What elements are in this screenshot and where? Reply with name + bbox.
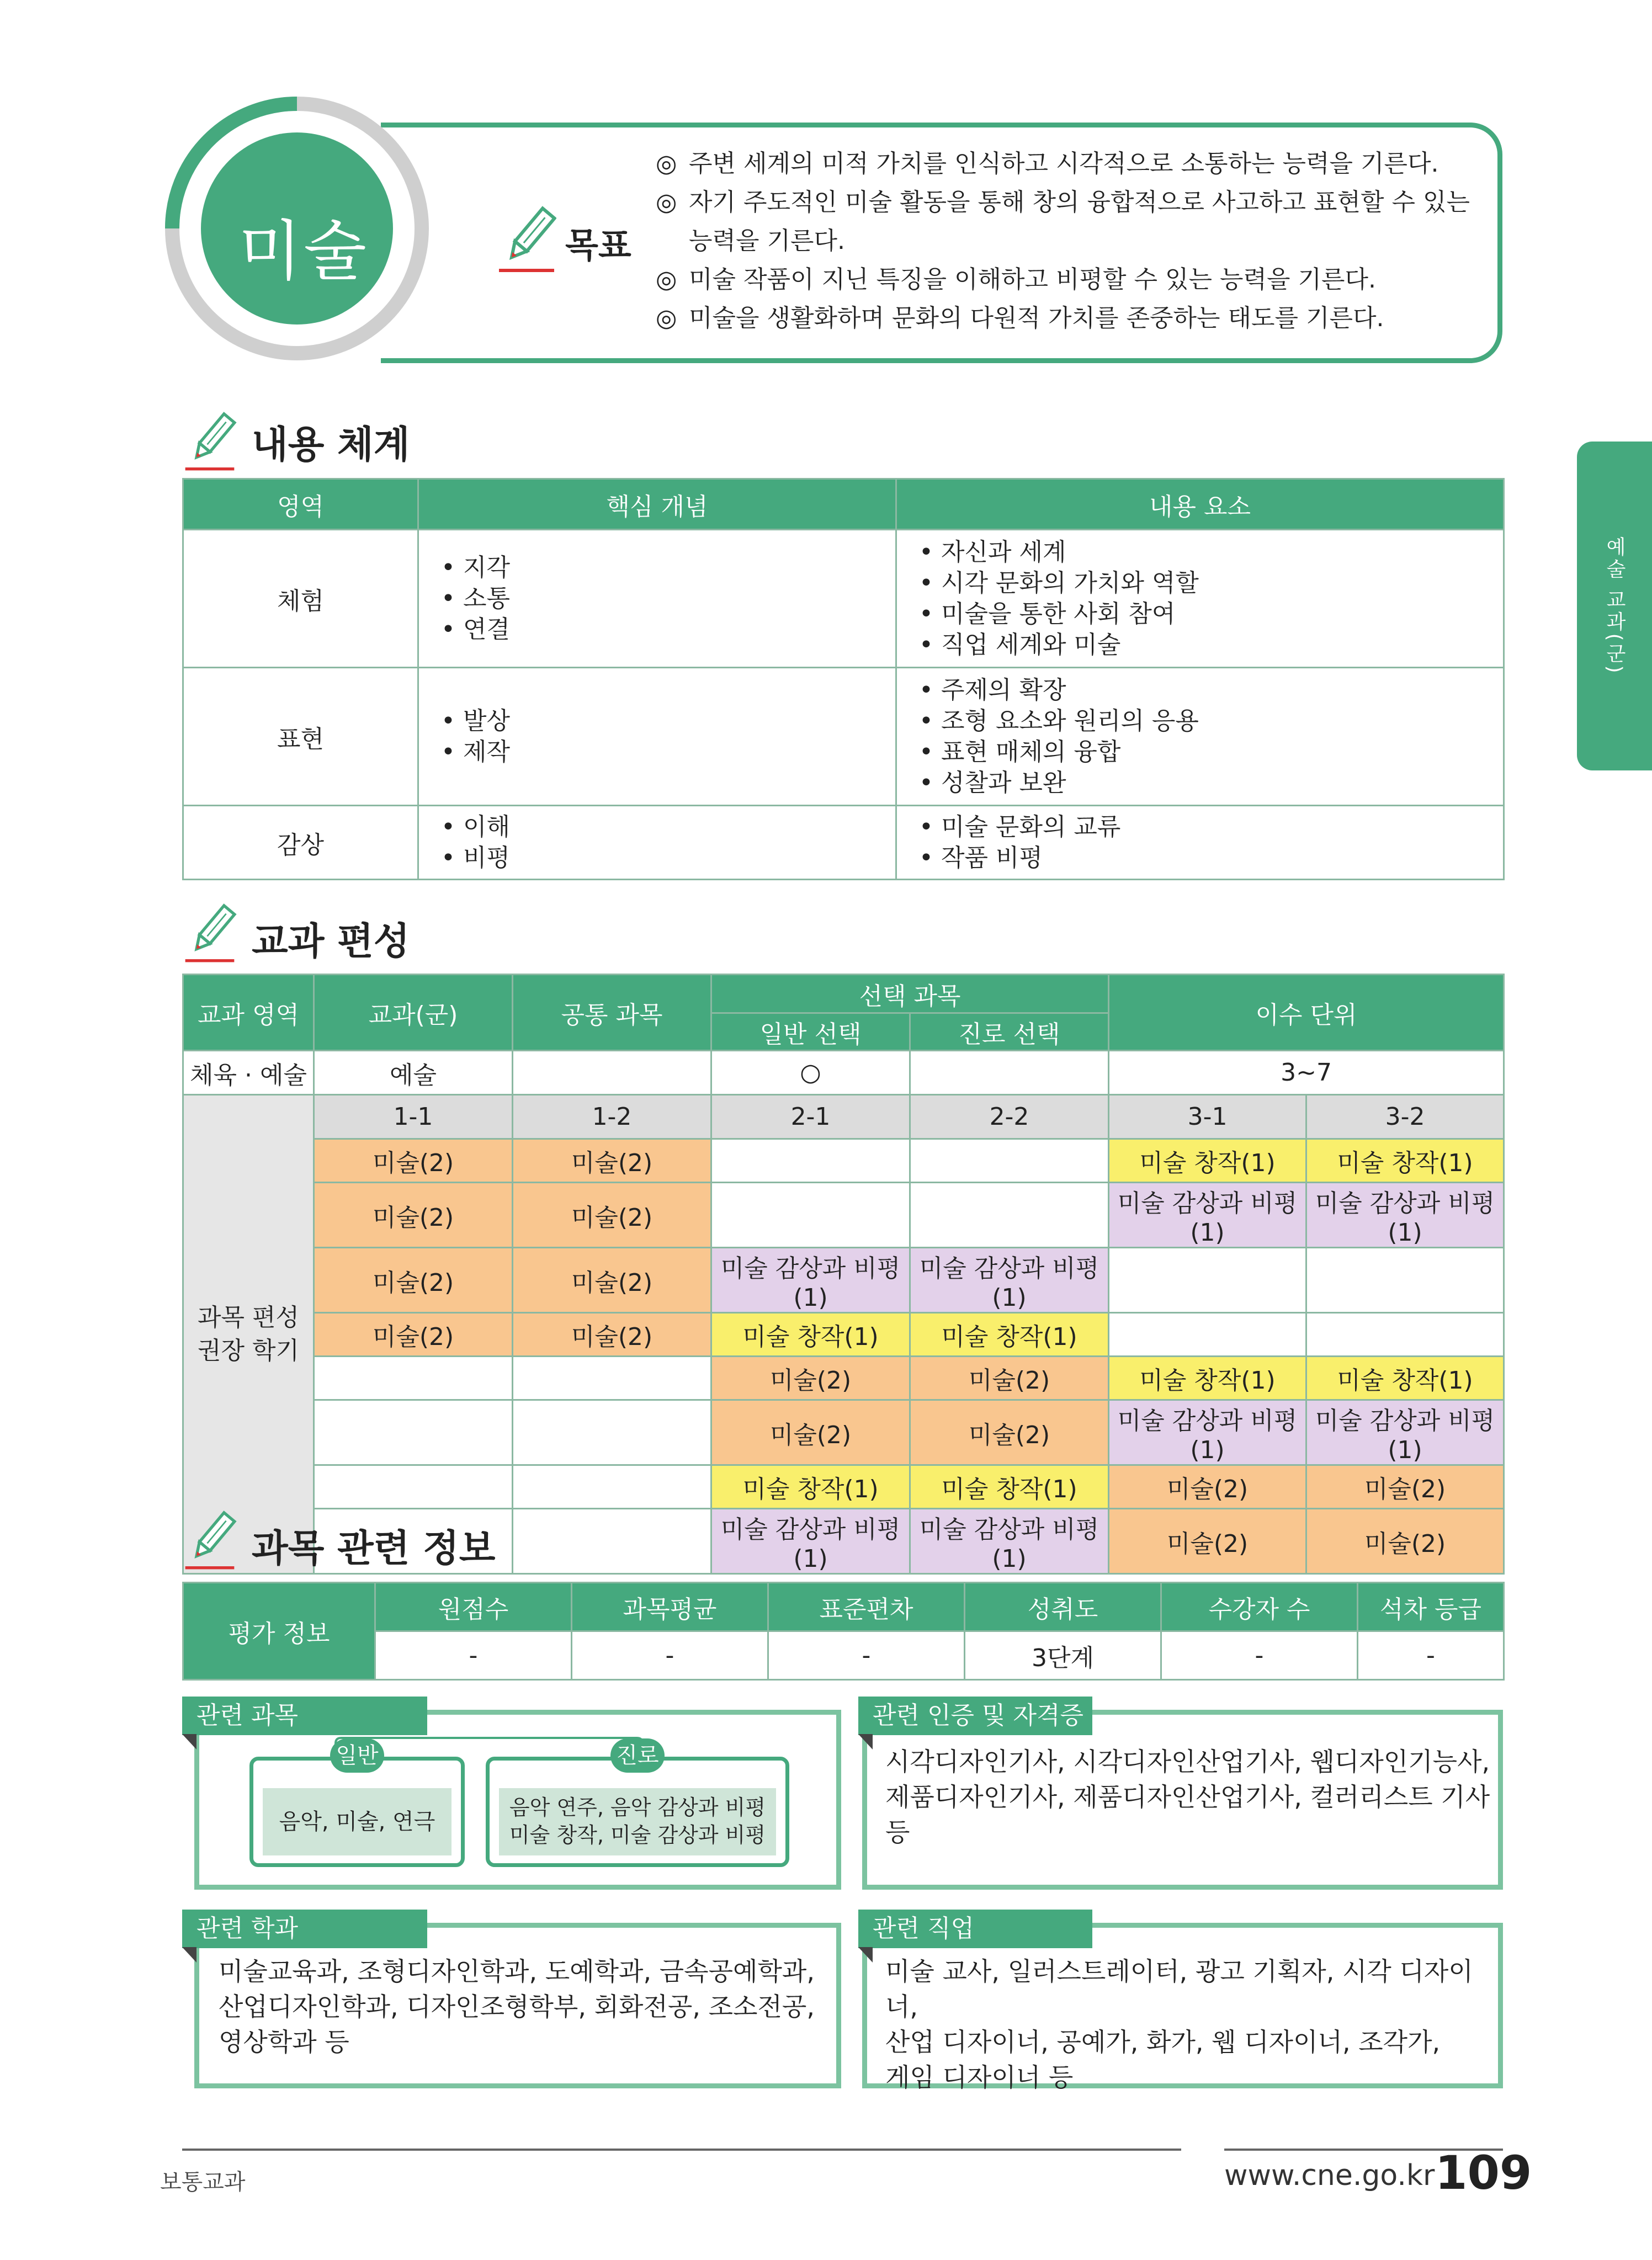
list-item: • 작품 비평 xyxy=(919,843,1043,872)
list-item: • 주제의 확장 xyxy=(919,676,1066,704)
course-cell xyxy=(513,1357,711,1400)
table-cell: 체육 · 예술 xyxy=(183,1051,314,1095)
goal-item xyxy=(656,299,1484,338)
table-row xyxy=(183,1051,1504,1095)
tag-fold xyxy=(182,1947,196,1963)
column-header: 석차 등급 xyxy=(1358,1583,1504,1631)
table-row xyxy=(183,1357,1504,1400)
course-cell xyxy=(711,1183,910,1248)
column-header: 수강자 수 xyxy=(1161,1583,1358,1631)
list-item: • 미술 문화의 교류 xyxy=(919,812,1121,841)
course-cell xyxy=(910,1183,1109,1248)
goal-text: 자기 주도적인 미술 활동을 통해 창의 융합적으로 사고하고 표현할 수 있는 능력을 기른다. xyxy=(689,188,1470,255)
career-line: 음악 연주, 음악 감상과 비평 xyxy=(509,1795,766,1820)
table-row xyxy=(183,1400,1504,1465)
footer-divider xyxy=(182,2149,1181,2151)
course-cell xyxy=(314,1400,513,1465)
section-title-info: 과목 관련 정보 xyxy=(252,1527,496,1571)
evaluation-table xyxy=(182,1582,1505,1681)
table-cell: 예술 xyxy=(314,1051,513,1095)
course-cell: 미술(2) xyxy=(314,1139,513,1183)
certifications-tag: 관련 인증 및 자격증 xyxy=(858,1697,1092,1735)
course-cell: 미술 감상과 비평(1) xyxy=(711,1509,910,1574)
semester-header: 1-2 xyxy=(513,1095,711,1139)
job-line: 미술 교사, 일러스트레이터, 광고 기획자, 시각 디자이너, xyxy=(885,1956,1473,2022)
column-header: 공통 과목 xyxy=(513,975,711,1051)
table-cell: ○ xyxy=(711,1051,910,1095)
course-cell: 미술(2) xyxy=(1109,1465,1306,1509)
course-cell xyxy=(513,1400,711,1465)
course-cell: 미술 창작(1) xyxy=(910,1465,1109,1509)
content-system-table xyxy=(182,478,1505,880)
table-row xyxy=(183,1095,1504,1139)
certifications-text xyxy=(885,1744,1492,1850)
column-header: 일반 선택 xyxy=(711,1013,910,1051)
course-cell xyxy=(1109,1313,1306,1357)
area-cell: 감상 xyxy=(183,806,418,880)
job-line: 산업 디자이너, 공예가, 화가, 웹 디자이너, 조각가, xyxy=(885,2027,1441,2057)
cert-line: 시각디자인기사, 시각디자인산업기사, 웹디자인기능사, xyxy=(885,1747,1490,1777)
course-cell xyxy=(314,1357,513,1400)
course-cell: 미술(2) xyxy=(1109,1509,1306,1574)
table-row xyxy=(183,1631,1504,1680)
section-title-content: 내용 체계 xyxy=(252,423,410,467)
course-cell: 미술 창작(1) xyxy=(1109,1357,1306,1400)
career-line: 미술 창작, 미술 감상과 비평 xyxy=(509,1823,766,1847)
footer-section-label: 보통교과 xyxy=(160,2169,246,2195)
goal-text: 미술 작품이 지닌 특징을 이해하고 비평할 수 있는 능력을 기른다. xyxy=(689,265,1376,294)
cert-line: 제품디자인기사, 제품디자인산업기사, 컬러리스트 기사 등 xyxy=(885,1782,1490,1847)
departments-tag: 관련 학과 xyxy=(182,1910,427,1948)
course-cell xyxy=(1109,1248,1306,1313)
pencil-icon xyxy=(182,903,237,964)
tag-fold xyxy=(858,1734,873,1749)
table-row xyxy=(183,1465,1504,1509)
column-header: 선택 과목 xyxy=(711,975,1109,1013)
concept-cell xyxy=(418,530,896,668)
side-label: 과목 편성 xyxy=(197,1303,299,1332)
list-item: • 자신과 세계 xyxy=(919,538,1066,566)
course-cell: 미술(2) xyxy=(1306,1465,1504,1509)
list-item: • 조형 요소와 원리의 응용 xyxy=(919,706,1199,735)
course-cell: 미술 감상과 비평(1) xyxy=(910,1509,1109,1574)
course-cell: 미술(2) xyxy=(910,1357,1109,1400)
table-cell xyxy=(910,1051,1109,1095)
general-label-pill: 일반 xyxy=(330,1738,384,1773)
course-cell: 미술 감상과 비평(1) xyxy=(711,1248,910,1313)
side-tab xyxy=(1577,442,1652,770)
goal-marker: ◎ xyxy=(656,188,677,216)
career-subject-text xyxy=(499,1788,776,1855)
course-cell xyxy=(314,1465,513,1509)
table-row xyxy=(183,1313,1504,1357)
list-item: • 소통 xyxy=(441,584,510,613)
column-header: 교과(군) xyxy=(314,975,513,1051)
related-subjects-tag: 관련 과목 xyxy=(182,1697,427,1735)
table-cell: 3~7 xyxy=(1109,1051,1504,1095)
goal-text: 미술을 생활화하며 문화의 다원적 가치를 존중하는 태도를 기른다. xyxy=(689,304,1384,332)
side-tab-label: 예술 교과(군) xyxy=(1603,536,1626,676)
area-cell: 체험 xyxy=(183,530,418,668)
column-header: 성취도 xyxy=(965,1583,1161,1631)
course-cell: 미술(2) xyxy=(513,1313,711,1357)
list-item: • 발상 xyxy=(441,706,510,735)
course-cell: 미술 감상과 비평(1) xyxy=(910,1248,1109,1313)
table-cell: 3단계 xyxy=(965,1631,1161,1680)
semester-header: 1-1 xyxy=(314,1095,513,1139)
page-number: 109 xyxy=(1435,2146,1532,2200)
dept-line: 산업디자인학과, 디자인조형학부, 회화전공, 조소전공, xyxy=(219,1992,815,2022)
table-cell: - xyxy=(572,1631,768,1680)
tag-fold xyxy=(182,1734,196,1749)
course-cell: 미술 창작(1) xyxy=(1306,1357,1504,1400)
table-row xyxy=(183,1139,1504,1183)
semester-header: 3-2 xyxy=(1306,1095,1504,1139)
course-cell: 미술 창작(1) xyxy=(1306,1139,1504,1183)
course-cell: 미술(2) xyxy=(314,1183,513,1248)
goal-marker: ◎ xyxy=(656,150,677,178)
course-cell xyxy=(910,1139,1109,1183)
course-cell: 미술 창작(1) xyxy=(910,1313,1109,1357)
course-cell: 미술 감상과 비평(1) xyxy=(1109,1183,1306,1248)
list-item: • 연결 xyxy=(441,615,510,644)
semester-header: 2-2 xyxy=(910,1095,1109,1139)
course-cell xyxy=(1306,1248,1504,1313)
column-header: 원점수 xyxy=(375,1583,572,1631)
list-item: • 제작 xyxy=(441,737,510,766)
table-cell: - xyxy=(1358,1631,1504,1680)
course-cell xyxy=(711,1139,910,1183)
column-header: 교과 영역 xyxy=(183,975,314,1051)
course-cell xyxy=(513,1509,711,1574)
pencil-icon xyxy=(182,411,237,472)
table-cell: - xyxy=(768,1631,965,1680)
career-label-pill: 진로 xyxy=(610,1738,665,1773)
tag-fold xyxy=(858,1947,873,1963)
column-header: 핵심 개념 xyxy=(418,479,896,530)
goal-marker: ◎ xyxy=(656,265,677,294)
table-cell: - xyxy=(1161,1631,1358,1680)
pencil-icon xyxy=(497,205,556,274)
goal-text: 주변 세계의 미적 가치를 인식하고 시각적으로 소통하는 능력을 기른다. xyxy=(689,150,1439,178)
goal-item xyxy=(656,145,1484,183)
table-row xyxy=(183,668,1504,806)
jobs-tag: 관련 직업 xyxy=(858,1910,1092,1948)
course-cell: 미술(2) xyxy=(513,1248,711,1313)
list-item: • 이해 xyxy=(441,812,510,841)
dept-line: 미술교육과, 조형디자인학과, 도예학과, 금속공예학과, xyxy=(219,1956,815,1986)
pencil-icon xyxy=(182,1510,237,1571)
goal-list xyxy=(656,145,1484,338)
course-cell: 미술(2) xyxy=(910,1400,1109,1465)
column-header: 영역 xyxy=(183,479,418,530)
column-header: 과목평균 xyxy=(572,1583,768,1631)
column-header: 내용 요소 xyxy=(896,479,1504,530)
course-cell: 미술(2) xyxy=(711,1357,910,1400)
course-cell: 미술(2) xyxy=(314,1313,513,1357)
semester-header: 3-1 xyxy=(1109,1095,1306,1139)
list-item: • 표현 매체의 융합 xyxy=(919,737,1121,766)
course-cell: 미술 감상과 비평(1) xyxy=(1109,1400,1306,1465)
course-cell: 미술(2) xyxy=(314,1248,513,1313)
side-label: 권장 학기 xyxy=(197,1336,299,1365)
section-title-curriculum: 교과 편성 xyxy=(252,920,410,964)
list-item: • 시각 문화의 가치와 역할 xyxy=(919,568,1199,597)
table-row xyxy=(183,530,1504,668)
course-cell: 미술 창작(1) xyxy=(1109,1139,1306,1183)
eval-label: 평가 정보 xyxy=(183,1583,375,1680)
table-cell xyxy=(513,1051,711,1095)
course-cell: 미술(2) xyxy=(711,1400,910,1465)
list-item: • 지각 xyxy=(441,553,510,582)
list-item: • 미술을 통한 사회 참여 xyxy=(919,599,1176,628)
column-header: 표준편차 xyxy=(768,1583,965,1631)
area-cell: 표현 xyxy=(183,668,418,806)
goal-label: 목표 xyxy=(565,225,631,265)
concept-cell xyxy=(418,668,896,806)
table-row xyxy=(183,1183,1504,1248)
course-cell: 미술(2) xyxy=(1306,1509,1504,1574)
jobs-text xyxy=(885,1954,1492,2095)
element-cell xyxy=(896,530,1504,668)
column-header: 진로 선택 xyxy=(910,1013,1109,1051)
goal-marker: ◎ xyxy=(656,304,677,332)
goal-item xyxy=(656,183,1484,260)
course-cell: 미술 감상과 비평(1) xyxy=(1306,1183,1504,1248)
table-row xyxy=(183,806,1504,880)
column-header: 이수 단위 xyxy=(1109,975,1504,1051)
concept-cell xyxy=(418,806,896,880)
departments-text xyxy=(219,1954,831,2060)
course-cell: 미술(2) xyxy=(513,1183,711,1248)
list-item: • 비평 xyxy=(441,843,510,872)
course-cell: 미술(2) xyxy=(513,1139,711,1183)
general-subject-text: 음악, 미술, 연극 xyxy=(263,1788,451,1855)
element-cell xyxy=(896,806,1504,880)
table-row xyxy=(183,1248,1504,1313)
job-line: 게임 디자이너 등 xyxy=(885,2062,1074,2092)
curriculum-table xyxy=(182,974,1505,1575)
dept-line: 영상학과 등 xyxy=(219,2027,349,2057)
course-cell: 미술 창작(1) xyxy=(711,1313,910,1357)
semester-header: 2-1 xyxy=(711,1095,910,1139)
element-cell xyxy=(896,668,1504,806)
course-cell xyxy=(1306,1313,1504,1357)
course-cell: 미술 감상과 비평(1) xyxy=(1306,1400,1504,1465)
list-item: • 성찰과 보완 xyxy=(919,768,1066,797)
goal-item xyxy=(656,260,1484,299)
list-item: • 직업 세계와 미술 xyxy=(919,630,1121,659)
subject-title: 미술 xyxy=(238,213,369,289)
course-cell: 미술 창작(1) xyxy=(711,1465,910,1509)
course-cell xyxy=(513,1465,711,1509)
side-label-cell xyxy=(183,1095,314,1574)
footer-url[interactable]: www.cne.go.kr xyxy=(1224,2159,1435,2192)
table-cell: - xyxy=(375,1631,572,1680)
